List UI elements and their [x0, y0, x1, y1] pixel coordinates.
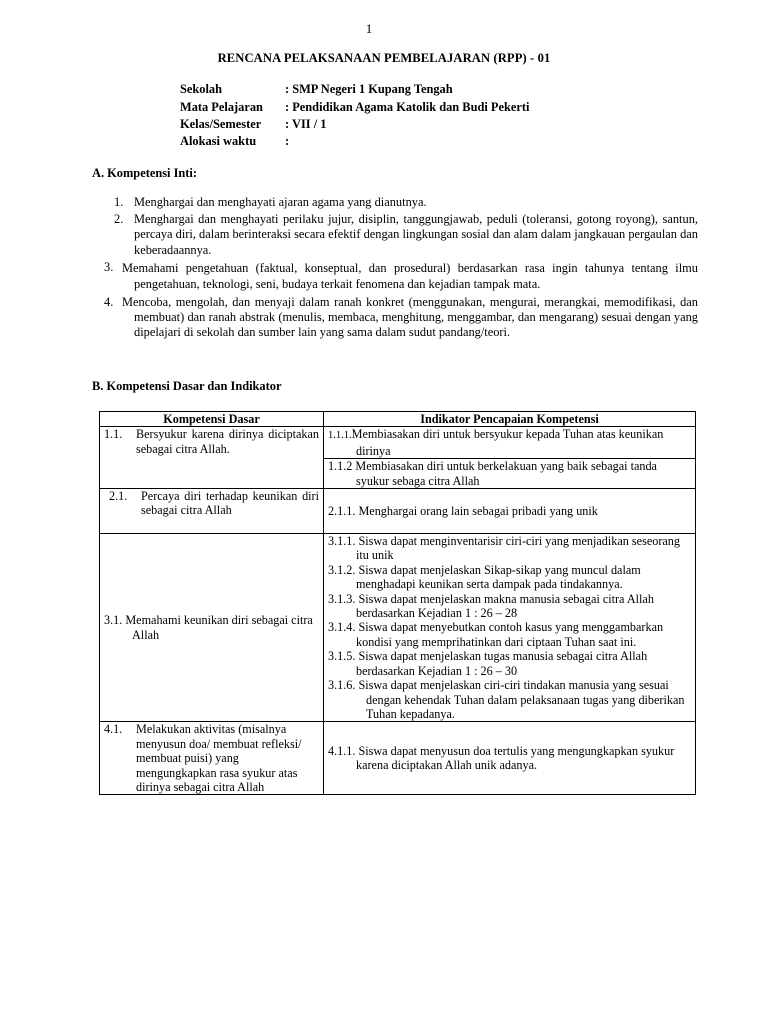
info-row-mata-pelajaran [180, 100, 529, 115]
ki-text: Menghargai dan menghayati perilaku jujur, disiplin, tanggungjawab, peduli (toleransi, gotong royong), santun, percaya diri, dalam berinteraksi secara efektif dengan lingkungan sosial dan alam dalam jangkauan pergaulan dan keberadaannya. [134, 212, 698, 257]
indicator-cell [324, 534, 696, 722]
ki-item [104, 260, 698, 293]
indicator-item: 3.1.3. Siswa dapat menjelaskan makna manusia sebagai citra Allah berdasarkan Kejadian 1 : 26 – 28 [328, 591, 654, 621]
page-number: 1 [365, 21, 373, 36]
kd-number: 1.1. [104, 427, 123, 442]
kd-cell [100, 489, 324, 534]
info-value: : VII / 1 [285, 117, 327, 131]
info-row-sekolah [180, 82, 453, 97]
info-value: : SMP Negeri 1 Kupang Tengah [285, 82, 453, 96]
table-header-row [100, 412, 696, 427]
indicator-text: Membiasakan diri untuk bersyukur kepada Tuhan atas keunikan dirinya [351, 427, 664, 458]
section-a-heading: A. Kompetensi Inti: [92, 166, 197, 180]
header-indikator: Indikator Pencapaian Kompetensi [324, 412, 696, 427]
kd-cell [100, 722, 324, 795]
kd-text: Percaya diri terhadap keunikan diri sebagai citra Allah [141, 489, 319, 518]
kompetensi-inti-list [104, 195, 698, 343]
indicator-item: 3.1.6. Siswa dapat menjelaskan ciri-ciri tindakan manusia yang sesuai dengan kehendak Tuhan dalam pelaksanaan tugas yang diberikan Tuhan kepadanya. [328, 678, 685, 721]
table-row [100, 489, 696, 534]
kd-number: 2.1. [109, 489, 128, 504]
kd-cell: 3.1. Memahami keunikan diri sebagai citra Allah [100, 534, 324, 722]
kd-cell [100, 427, 324, 489]
indicator-item: 3.1.5. Siswa dapat menjelaskan tugas manusia sebagai citra Allah berdasarkan Kejadian 1 : 26 – 30 [328, 649, 648, 678]
indicator-number: 1.1.1. [328, 430, 352, 442]
kd-number: 4.1. [104, 722, 123, 737]
ki-number: 3. [104, 259, 114, 274]
info-row-alokasi-waktu [180, 134, 289, 149]
ki-number: 4. [104, 295, 114, 309]
info-value: : [285, 134, 290, 148]
ki-text: Memahami pengetahuan (faktual, konseptual, dan prosedural) berdasarkan rasa ingin tahunya tentang ilmu pengetahuan, teknologi, seni, budaya terkait fenomena dan kejadian tampak mata. [122, 260, 698, 292]
indicator-item: 3.1.4. Siswa dapat menyebutkan contoh kasus yang menggambarkan kondisi yang memprihatinkan dari ciptaan Tuhan saat ini. [328, 620, 664, 649]
ki-text: Menghargai dan menghayati ajaran agama yang dianutnya. [134, 195, 427, 209]
ki-text: Mencoba, mengolah, dan menyaji dalam ranah konkret (menggunakan, mengurai, merangkai, memodifikasi, dan membuat) dan ranah abstrak (menulis, membaca, menghitung, menggambar, dan mengarang) sesuai dengan yang dipelajari di sekolah dan sumber lain yang sama dalam sudut pandang/teori. [122, 295, 698, 340]
indicator-cell: 2.1.1. Menghargai orang lain sebagai pribadi yang unik [324, 489, 696, 534]
kd-text: Melakukan aktivitas (misalnya menyusun doa/ membuat refleksi/ membuat puisi) yang mengungkapkan rasa syukur atas dirinya sebagai citra Allah [136, 722, 302, 794]
document-title: RENCANA PELAKSANAAN PEMBELAJARAN (RPP) - 01 [217, 51, 551, 65]
kd-text: Bersyukur karena dirinya diciptakan sebagai citra Allah. [136, 427, 319, 456]
info-label: Mata Pelajaran [180, 100, 263, 114]
info-label: Alokasi waktu [180, 134, 257, 148]
info-value: : Pendidikan Agama Katolik dan Budi Pekerti [285, 100, 530, 114]
indicator-cell [324, 427, 696, 459]
section-b-heading: B. Kompetensi Dasar dan Indikator [92, 379, 282, 393]
ki-item [114, 195, 698, 210]
info-label: Sekolah [180, 82, 223, 96]
table-row [100, 427, 696, 459]
info-row-kelas-semester [180, 117, 326, 132]
table-row [100, 722, 696, 795]
table-row [100, 534, 696, 722]
ki-number: 2. [114, 212, 124, 227]
ki-item [114, 212, 698, 258]
info-label: Kelas/Semester [180, 117, 262, 131]
header-kompetensi-dasar: Kompetensi Dasar [100, 412, 324, 427]
indicator-item: 3.1.2. Siswa dapat menjelaskan Sikap-sikap yang muncul dalam menghadapi keunikan serta dampak pada tindakannya. [328, 562, 641, 592]
indicator-cell: 4.1.1. Siswa dapat menyusun doa tertulis yang mengungkapkan syukur karena diciptakan Allah unik adanya. [324, 722, 696, 795]
indicator-item: 3.1.1. Siswa dapat menginventarisir ciri-ciri yang menjadikan seseorang itu unik [328, 534, 680, 563]
indicator-cell: 1.1.2 Membiasakan diri untuk berkelakuan yang baik sebagai tanda syukur sebaga citra Allah [324, 459, 696, 489]
kompetensi-table [99, 411, 696, 795]
ki-item [104, 295, 698, 341]
ki-number: 1. [114, 195, 124, 209]
